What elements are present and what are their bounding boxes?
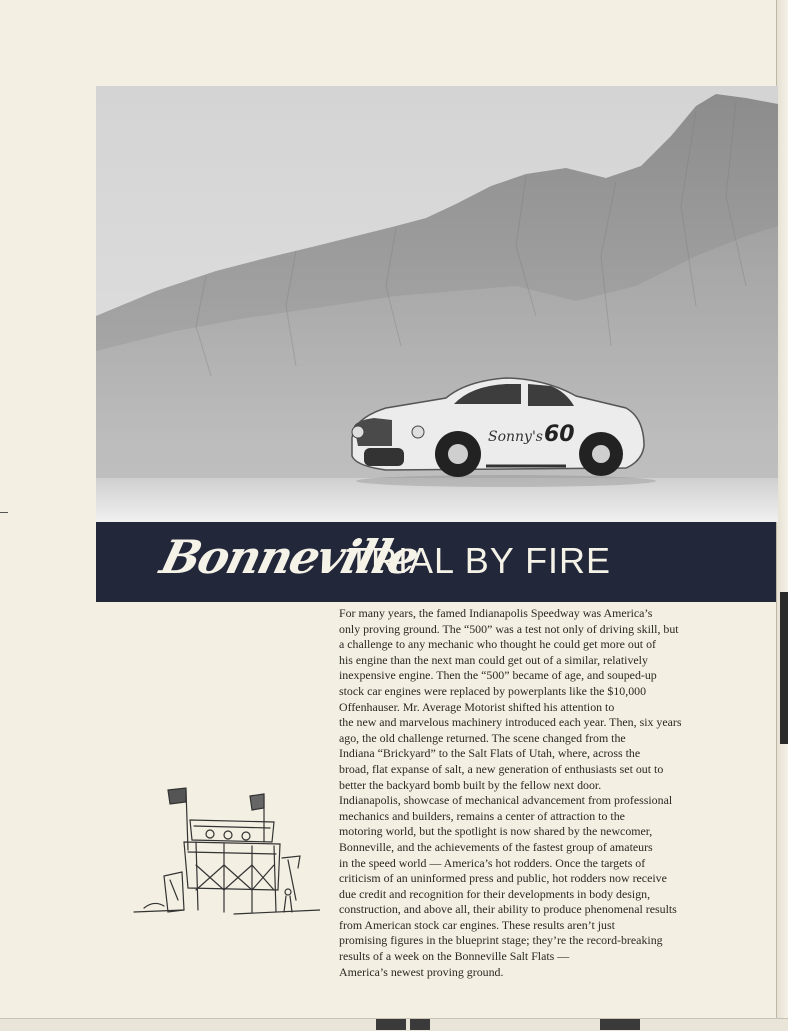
article-line: broad, flat expanse of salt, a new generation of enthusiasts set out to [339, 761, 664, 776]
car-lettering: Sonny's [488, 429, 543, 445]
article-line: due credit and recognition for their developments in body design, [339, 886, 651, 901]
article-line: a challenge to any mechanic who thought he could get more out of [339, 637, 656, 652]
script-title: Bonneville [155, 530, 423, 584]
bottom-mark-3 [600, 1019, 640, 1030]
article-line: mechanics and builders, remains a center of attraction to the [339, 808, 625, 823]
page-title: TRIAL BY FIRE [348, 540, 612, 581]
race-car-photo [96, 86, 778, 522]
article-line: Indiana “Brickyard” to the Salt Flats of Utah, where, across the [339, 746, 641, 761]
bottom-mark-2 [410, 1019, 430, 1030]
article-line: Offenhauser. Mr. Average Motorist shifted his attention to [339, 699, 615, 714]
article-body [339, 606, 734, 980]
article-line: inexpensive engine. Then the “500” became of age, and souped-up [339, 668, 657, 683]
article-line: Bonneville, and the achievements of the fastest group of amateurs [339, 839, 653, 854]
article-line: from American stock car engines. These results aren’t just [339, 917, 615, 932]
article-line: promising figures in the blueprint stage; they’re the record-breaking [339, 933, 663, 948]
article-line: stock car engines were replaced by powerplants like the $10,000 [339, 683, 647, 698]
timing-tower-icon [134, 788, 320, 914]
article-line: Indianapolis, showcase of mechanical advancement from professional [339, 793, 673, 808]
article-line: results of a week on the Bonneville Salt Flats — [339, 949, 570, 964]
article-line: in the speed world — America’s hot rodders. Once the targets of [339, 855, 646, 870]
article-line: better the backyard bomb built by the fellow next door. [339, 777, 602, 792]
article-line: criticism of an uninformed press and public, hot rodders now receive [339, 871, 667, 886]
article-line: only proving ground. The “500” was a test not only of driving skill, but [339, 621, 679, 636]
article-line: the new and marvelous machinery introduced each year. Then, six years [339, 715, 682, 730]
margin-tick [0, 512, 8, 513]
article-line: construction, and above all, their ability to produce phenomenal results [339, 902, 677, 917]
car-number: 60 [544, 422, 575, 447]
article-line: For many years, the famed Indianapolis Speedway was America’s [339, 606, 653, 620]
facing-page-mark [780, 592, 788, 744]
article-line: ago, the old challenge returned. The scene changed from the [339, 730, 626, 745]
article-line: his engine than the next man could get out of a similar, relatively [339, 652, 648, 667]
timing-tower-sketch [124, 780, 320, 920]
title-bar [96, 522, 776, 602]
article-line: America’s newest proving ground. [339, 964, 504, 979]
bottom-mark-1 [376, 1019, 406, 1030]
article-line: motoring world, but the spotlight is now shared by the newcomer, [339, 824, 653, 839]
